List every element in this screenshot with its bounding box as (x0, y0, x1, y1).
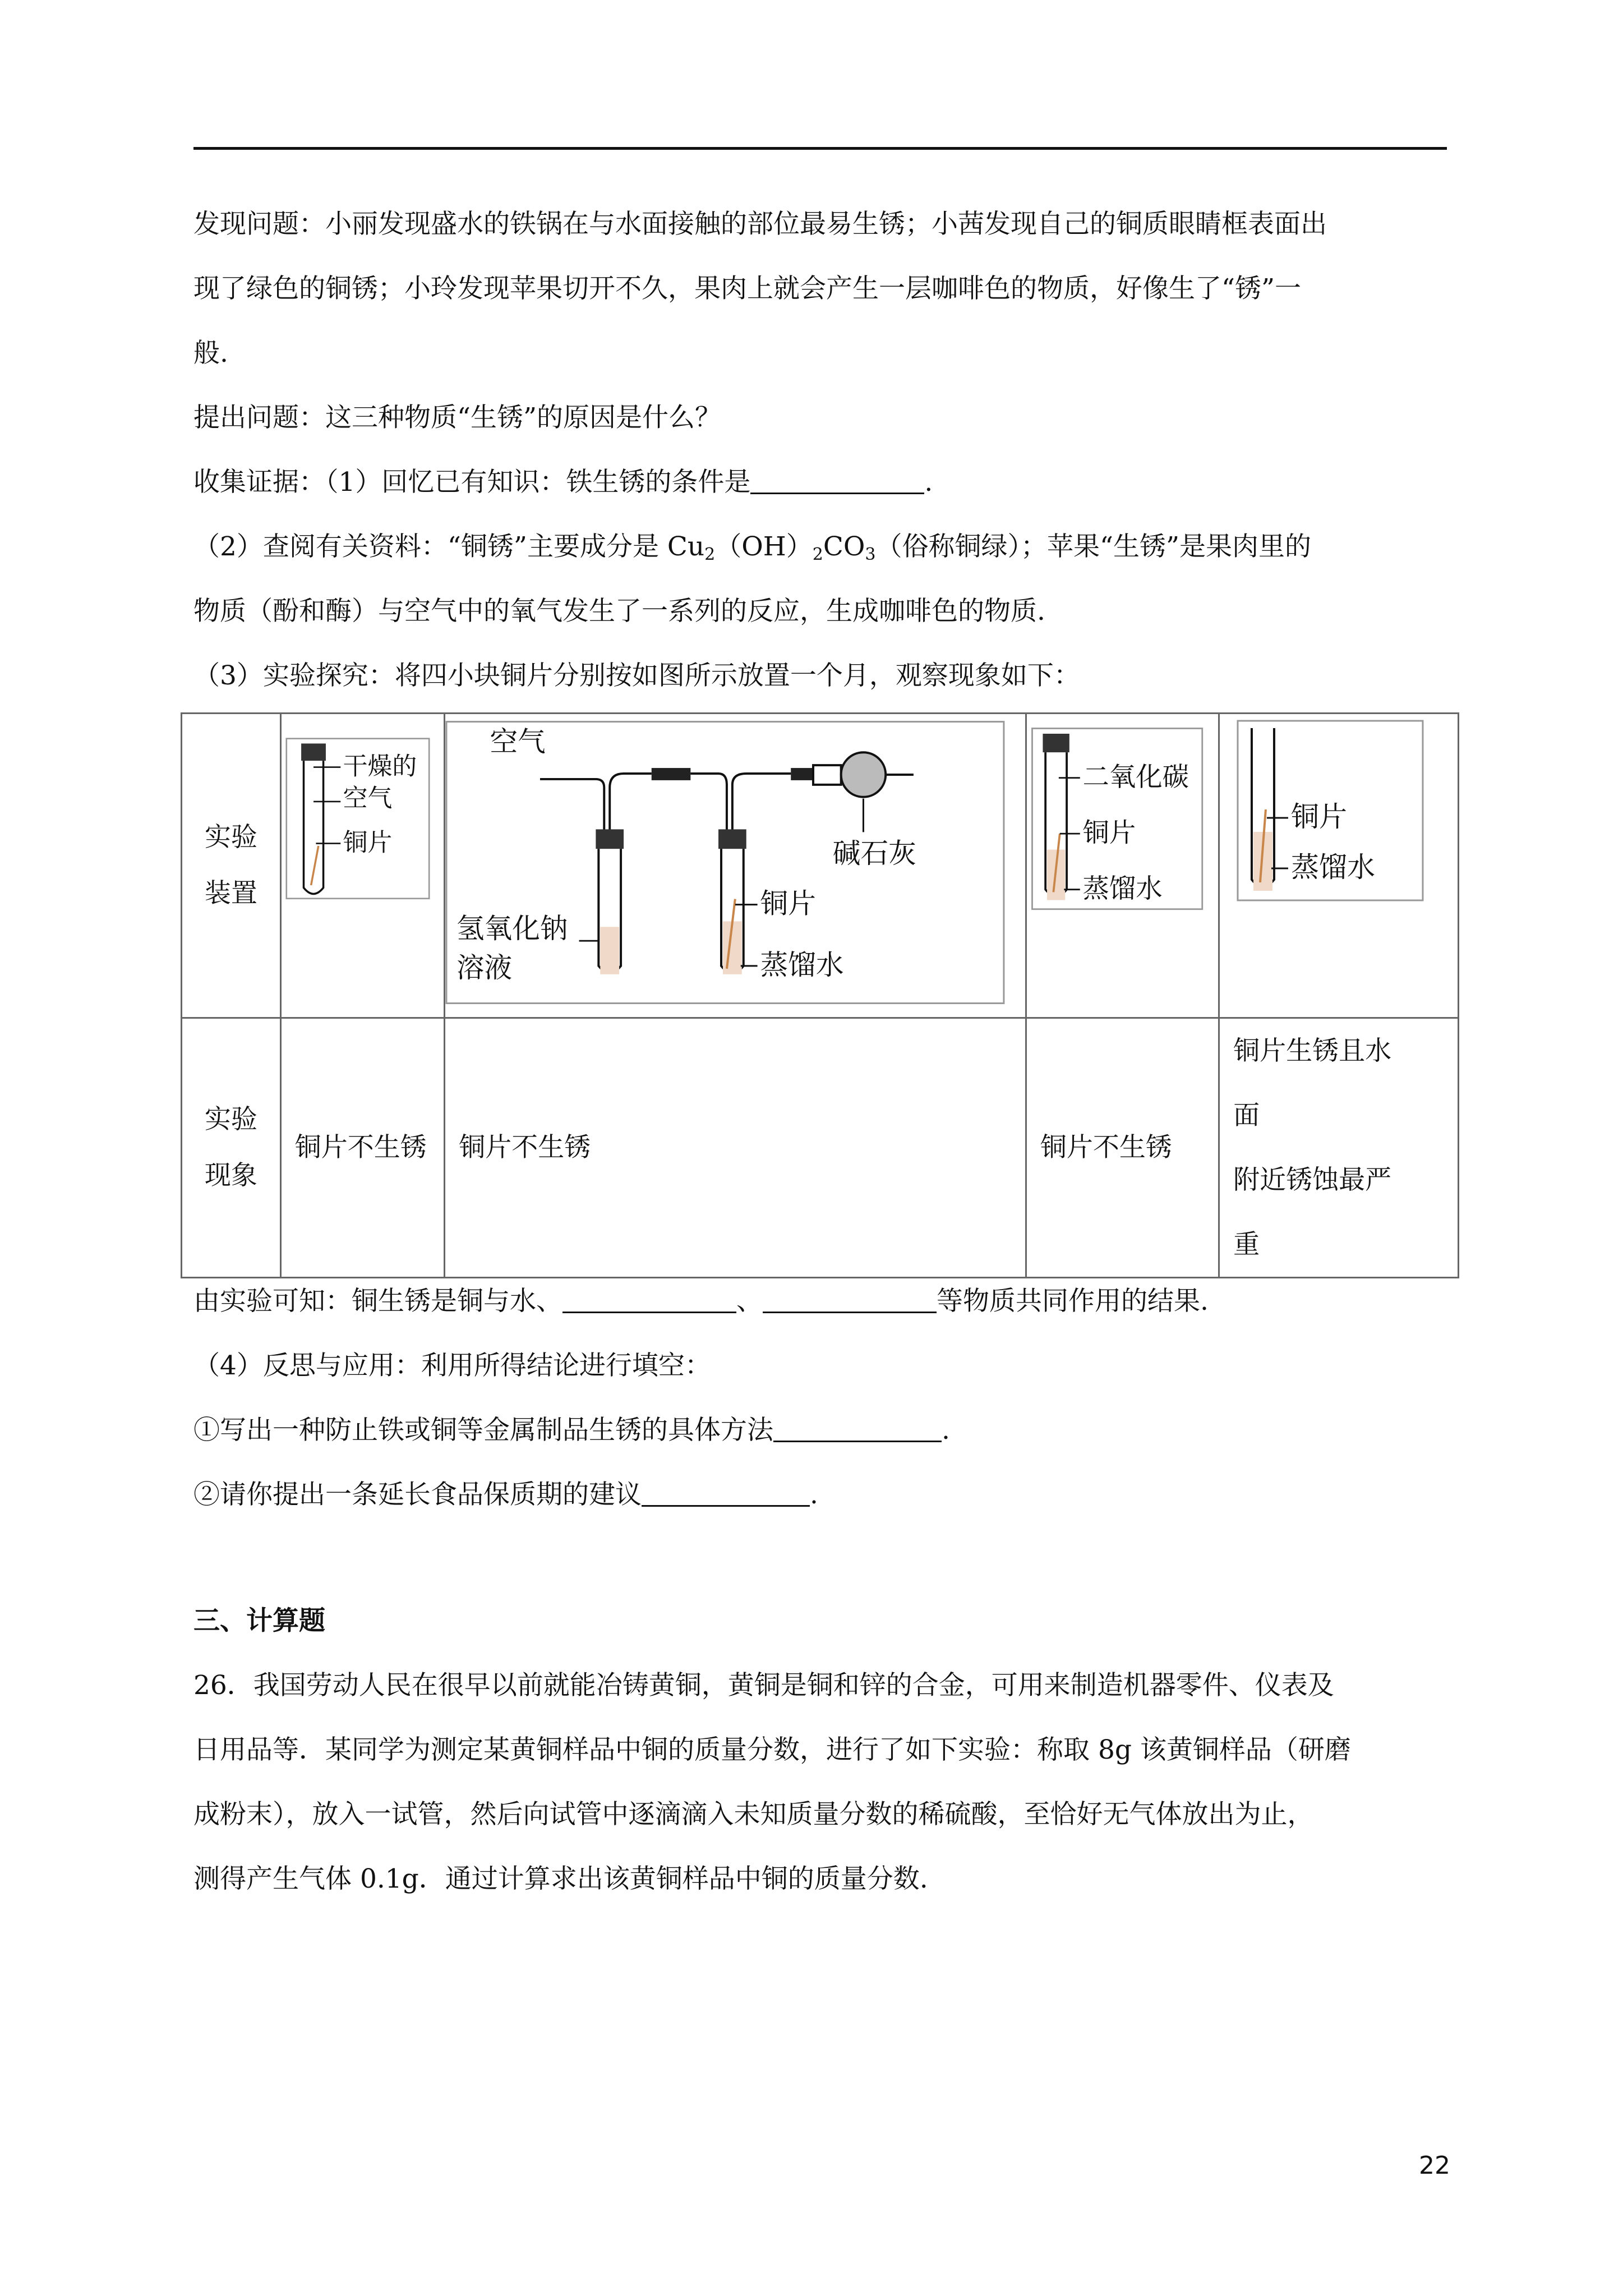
label-line: 现象 (204, 1160, 257, 1191)
period: . (924, 467, 933, 498)
label-copper: 铜片 (1082, 817, 1136, 849)
answer-blank-substance-2[interactable] (763, 1287, 937, 1313)
label-copper: 铜片 (760, 887, 817, 920)
result-cell-2: 铜片不生锈 (445, 1018, 1026, 1278)
row-label-apparatus (182, 714, 281, 1018)
header-rule (193, 147, 1447, 150)
soda-lime-tube-icon (841, 752, 886, 797)
label-distilled-water: 蒸馏水 (1291, 851, 1376, 884)
page-number: 22 (1419, 2151, 1450, 2180)
label-air-inlet: 空气 (490, 725, 546, 758)
evidence-2-text-b: （OH） (715, 531, 813, 562)
apparatus-cell-open-water (1219, 714, 1459, 1018)
subscript: 2 (704, 545, 716, 564)
naoh-solution-icon (601, 927, 620, 974)
conclusion-separator: 、 (736, 1286, 763, 1317)
stopper-icon (301, 743, 326, 761)
paragraph-experiment: （3）实验探究：将四小块铜片分别按如图所示放置一个月，观察现象如下： (193, 660, 1080, 691)
label-soda-lime: 碱石灰 (833, 837, 917, 870)
apparatus-cell-no-co2 (445, 714, 1026, 1018)
conclusion-text-b: 等物质共同作用的结果. (937, 1286, 1209, 1317)
conclusion-text-a: 由实验可知：铜生锈是铜与水、 (193, 1286, 562, 1317)
prevent-rust-text: ①写出一种防止铁或铜等金属制品生锈的具体方法 (193, 1415, 773, 1446)
paragraph-evidence-2-line2: 物质（酚和酶）与空气中的氧气发生了一系列的反应，生成咖啡色的物质. (193, 596, 1045, 627)
question-26-line1: 26．我国劳动人民在很早以前就能冶铸黄铜，黄铜是铜和锌的合金，可用来制造机器零件、仪表及 (193, 1670, 1334, 1701)
apparatus-cell-dry-air (280, 714, 445, 1018)
subscript: 2 (812, 545, 823, 564)
paragraph-problem-line3: 般. (193, 338, 228, 369)
paragraph-evidence-2-line1 (193, 530, 1311, 564)
result-cell-3: 铜片不生锈 (1026, 1018, 1219, 1278)
paragraph-prevent-rust (193, 1414, 950, 1447)
food-shelf-life-text: ②请你提出一条延长食品保质期的建议 (193, 1479, 642, 1510)
period: . (942, 1415, 950, 1446)
answer-blank-substance-1[interactable] (562, 1287, 736, 1313)
question-26-line2: 日用品等．某同学为测定某黄铜样品中铜的质量分数，进行了如下实验：称取 8g 该黄铜样品（研磨 (193, 1734, 1351, 1765)
result-line: 铜片生锈且水 (1233, 1036, 1392, 1066)
apparatus-no-co2-diagram (445, 720, 1025, 1011)
stopper-icon (596, 829, 624, 849)
test-tube-co2-diagram (1027, 720, 1218, 1011)
test-tube-open-water-diagram (1220, 720, 1458, 1011)
evidence-2-text-a: （2）查阅有关资料：“铜锈”主要成分是 Cu (193, 531, 705, 562)
paragraph-problem-line1: 发现问题：小丽发现盛水的铁锅在与水面接触的部位最易生锈；小茜发现自己的铜质眼睛框表面出 (193, 209, 1327, 240)
label-co2: 二氧化碳 (1082, 761, 1189, 793)
evidence-2-text-d: （俗称铜绿）；苹果“生锈”是果肉里的 (875, 531, 1312, 562)
question-26-line4: 测得产生气体 0.1g．通过计算求出该黄铜样品中铜的质量分数. (193, 1864, 928, 1894)
label-naoh: 氢氧化钠 (457, 912, 568, 945)
label-distilled-water: 蒸馏水 (760, 948, 844, 981)
label-copper: 铜片 (1291, 800, 1348, 833)
stopper-icon (1043, 734, 1069, 752)
paragraph-problem-line2: 现了绿色的铜锈；小玲发现苹果切开不久，果肉上就会产生一层咖啡色的物质，好像生了“锈”一 (193, 273, 1302, 304)
evidence-1-text: 收集证据：（1）回忆已有知识：铁生锈的条件是 (193, 467, 751, 498)
section-heading-calculation: 三、计算题 (193, 1605, 325, 1636)
result-line: 重 (1233, 1229, 1260, 1260)
label-dry: 干燥的 (343, 752, 417, 781)
experiment-table (181, 712, 1459, 1278)
subscript: 3 (865, 545, 876, 564)
answer-blank-iron-rust[interactable] (750, 468, 924, 494)
row-label-phenomenon (182, 1018, 281, 1278)
table-row-phenomenon (182, 1018, 1459, 1278)
label-line: 实验 (204, 1104, 257, 1135)
label-line: 装置 (204, 878, 257, 909)
paragraph-reflection: （4）反思与应用：利用所得结论进行填空： (193, 1350, 711, 1381)
period: . (810, 1479, 818, 1510)
result-line: 面 (1233, 1100, 1260, 1131)
answer-blank-food-shelf-life[interactable] (642, 1480, 810, 1507)
inlet-tube-icon (540, 779, 604, 832)
question-26-line3: 成粉末），放入一试管，然后向试管中逐滴滴入未知质量分数的稀硫酸，至恰好无气体放出为止， (193, 1799, 1314, 1830)
label-line: 实验 (204, 822, 257, 853)
result-line: 附近锈蚀最严 (1233, 1165, 1392, 1195)
rubber-connector-icon (652, 768, 691, 780)
label-copper: 铜片 (343, 828, 393, 857)
label-distilled-water: 蒸馏水 (1082, 873, 1163, 904)
stopper-icon (718, 829, 746, 849)
label-air: 空气 (343, 784, 393, 813)
apparatus-cell-co2 (1026, 714, 1219, 1018)
answer-blank-prevent-rust[interactable] (773, 1416, 942, 1442)
test-tube-dry-air-diagram (282, 720, 444, 1011)
paragraph-question: 提出问题：这三种物质“生锈”的原因是什么？ (193, 402, 722, 433)
evidence-2-text-c: CO (823, 531, 865, 562)
copper-strip-icon (311, 846, 318, 885)
table-row-apparatus (182, 714, 1459, 1018)
paragraph-conclusion (193, 1285, 1209, 1318)
label-solution: 溶液 (457, 951, 513, 984)
result-cell-1: 铜片不生锈 (280, 1018, 445, 1278)
result-cell-4 (1219, 1018, 1459, 1278)
paragraph-evidence-1 (193, 466, 933, 499)
paragraph-food-shelf-life (193, 1478, 818, 1512)
